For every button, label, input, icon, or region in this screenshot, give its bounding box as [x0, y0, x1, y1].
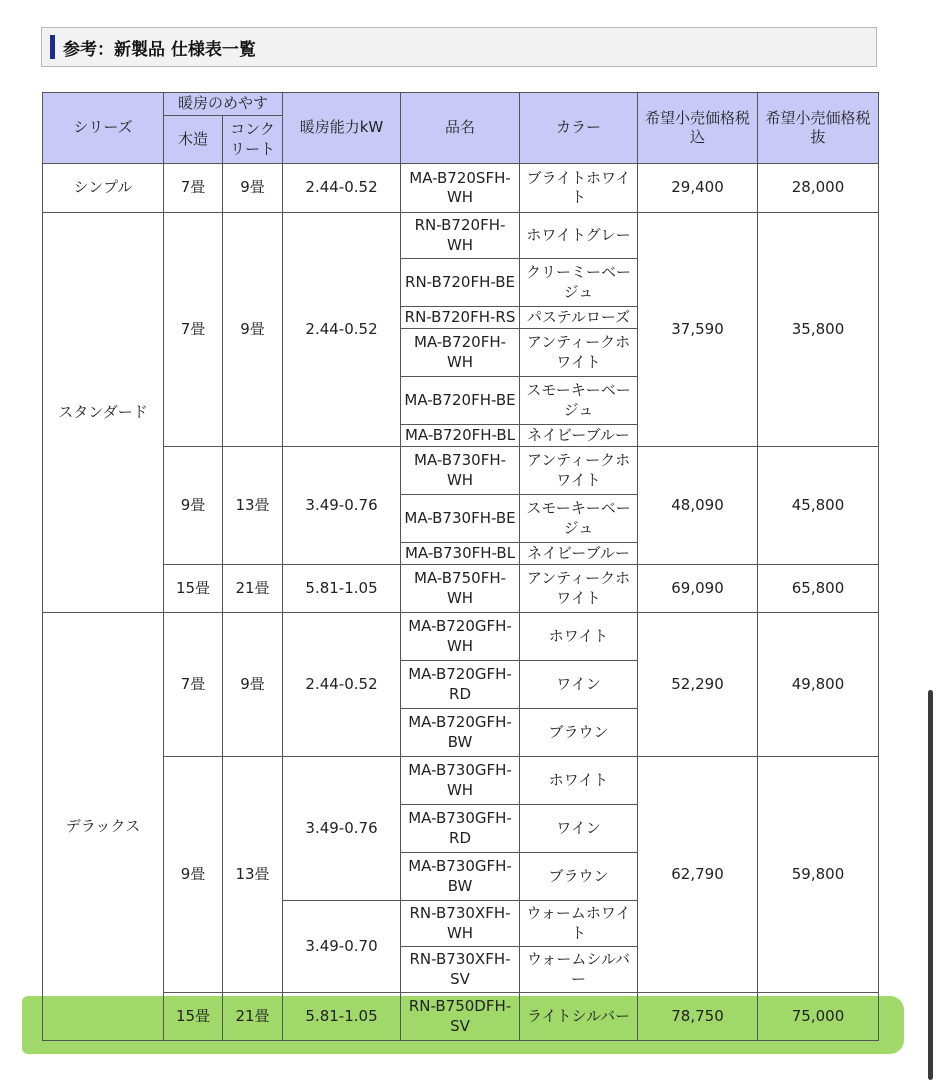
concrete-cell: 21畳 [223, 565, 283, 613]
price-tax-in-cell: 48,090 [638, 447, 758, 565]
header-heating-guide: 暖房のめやす [164, 93, 283, 116]
spec-table [42, 92, 879, 1041]
price-tax-ex-cell: 75,000 [758, 993, 879, 1041]
color-cell: ネイビーブルー [520, 543, 638, 565]
capacity-cell: 2.44-0.52 [283, 164, 401, 213]
price-tax-ex-cell: 28,000 [758, 164, 879, 213]
header-concrete: コンクリート [223, 116, 283, 164]
capacity-cell: 5.81-1.05 [283, 565, 401, 613]
color-cell: ホワイト [520, 757, 638, 805]
price-tax-ex-cell: 59,800 [758, 757, 879, 993]
model-cell: MA-B720FH-BE [401, 377, 520, 425]
model-cell: MA-B730GFH-WH [401, 757, 520, 805]
color-cell: パステルローズ [520, 307, 638, 329]
price-tax-in-cell: 78,750 [638, 993, 758, 1041]
wood-cell: 15畳 [164, 993, 223, 1041]
header-price-tax-ex: 希望小売価格税抜 [758, 93, 879, 164]
color-cell: ホワイトグレー [520, 213, 638, 259]
series-cell: スタンダード [43, 213, 164, 613]
concrete-cell: 21畳 [223, 993, 283, 1041]
series-cell: デラックス [43, 613, 164, 1041]
model-cell: RN-B730XFH-WH [401, 901, 520, 947]
color-cell: ウォームホワイト [520, 901, 638, 947]
color-cell: スモーキーベージュ [520, 495, 638, 543]
color-cell: ホワイト [520, 613, 638, 661]
model-cell: RN-B750DFH-SV [401, 993, 520, 1041]
capacity-cell: 3.49-0.70 [283, 901, 401, 993]
header-wood: 木造 [164, 116, 223, 164]
color-cell: アンティークホワイト [520, 329, 638, 377]
color-cell: スモーキーベージュ [520, 377, 638, 425]
concrete-cell: 9畳 [223, 164, 283, 213]
color-cell: ネイビーブルー [520, 425, 638, 447]
model-cell: MA-B720GFH-BW [401, 709, 520, 757]
color-cell: アンティークホワイト [520, 447, 638, 495]
model-cell: RN-B720FH-WH [401, 213, 520, 259]
color-cell: ブライトホワイト [520, 164, 638, 213]
section-heading [41, 27, 877, 67]
model-cell: MA-B720GFH-WH [401, 613, 520, 661]
heading-accent-bar [50, 35, 55, 59]
color-cell: クリーミーベージュ [520, 259, 638, 307]
wood-cell: 9畳 [164, 447, 223, 565]
price-tax-in-cell: 52,290 [638, 613, 758, 757]
header-model: 品名 [401, 93, 520, 164]
color-cell: ブラウン [520, 709, 638, 757]
concrete-cell: 13畳 [223, 757, 283, 993]
model-cell: MA-B720FH-BL [401, 425, 520, 447]
price-tax-ex-cell: 65,800 [758, 565, 879, 613]
price-tax-in-cell: 37,590 [638, 213, 758, 447]
model-cell: RN-B720FH-RS [401, 307, 520, 329]
price-tax-in-cell: 29,400 [638, 164, 758, 213]
concrete-cell: 9畳 [223, 213, 283, 447]
price-tax-in-cell: 69,090 [638, 565, 758, 613]
price-tax-ex-cell: 49,800 [758, 613, 879, 757]
model-cell: MA-B730FH-BE [401, 495, 520, 543]
header-price-tax-in: 希望小売価格税込 [638, 93, 758, 164]
price-tax-ex-cell: 45,800 [758, 447, 879, 565]
color-cell: ブラウン [520, 853, 638, 901]
model-cell: MA-B730GFH-RD [401, 805, 520, 853]
model-cell: RN-B730XFH-SV [401, 947, 520, 993]
model-cell: MA-B720FH-WH [401, 329, 520, 377]
wood-cell: 7畳 [164, 613, 223, 757]
capacity-cell: 2.44-0.52 [283, 213, 401, 447]
model-cell: MA-B730GFH-BW [401, 853, 520, 901]
color-cell: アンティークホワイト [520, 565, 638, 613]
model-cell: MA-B720SFH-WH [401, 164, 520, 213]
section-title: 参考：新製品 仕様表一覧 [63, 39, 256, 60]
wood-cell: 9畳 [164, 757, 223, 993]
capacity-cell: 3.49-0.76 [283, 447, 401, 565]
concrete-cell: 13畳 [223, 447, 283, 565]
wood-cell: 7畳 [164, 213, 223, 447]
capacity-cell: 5.81-1.05 [283, 993, 401, 1041]
model-cell: MA-B730FH-BL [401, 543, 520, 565]
header-color: カラー [520, 93, 638, 164]
model-cell: RN-B720FH-BE [401, 259, 520, 307]
color-cell: ワイン [520, 661, 638, 709]
price-tax-in-cell: 62,790 [638, 757, 758, 993]
header-capacity: 暖房能力kW [283, 93, 401, 164]
concrete-cell: 9畳 [223, 613, 283, 757]
series-cell: シンプル [43, 164, 164, 213]
color-cell: ライトシルバー [520, 993, 638, 1041]
vertical-scrollbar[interactable] [928, 690, 933, 1080]
model-cell: MA-B730FH-WH [401, 447, 520, 495]
header-series: シリーズ [43, 93, 164, 164]
model-cell: MA-B720GFH-RD [401, 661, 520, 709]
wood-cell: 15畳 [164, 565, 223, 613]
price-tax-ex-cell: 35,800 [758, 213, 879, 447]
color-cell: ウォームシルバー [520, 947, 638, 993]
capacity-cell: 3.49-0.76 [283, 757, 401, 901]
model-cell: MA-B750FH-WH [401, 565, 520, 613]
wood-cell: 7畳 [164, 164, 223, 213]
capacity-cell: 2.44-0.52 [283, 613, 401, 757]
color-cell: ワイン [520, 805, 638, 853]
